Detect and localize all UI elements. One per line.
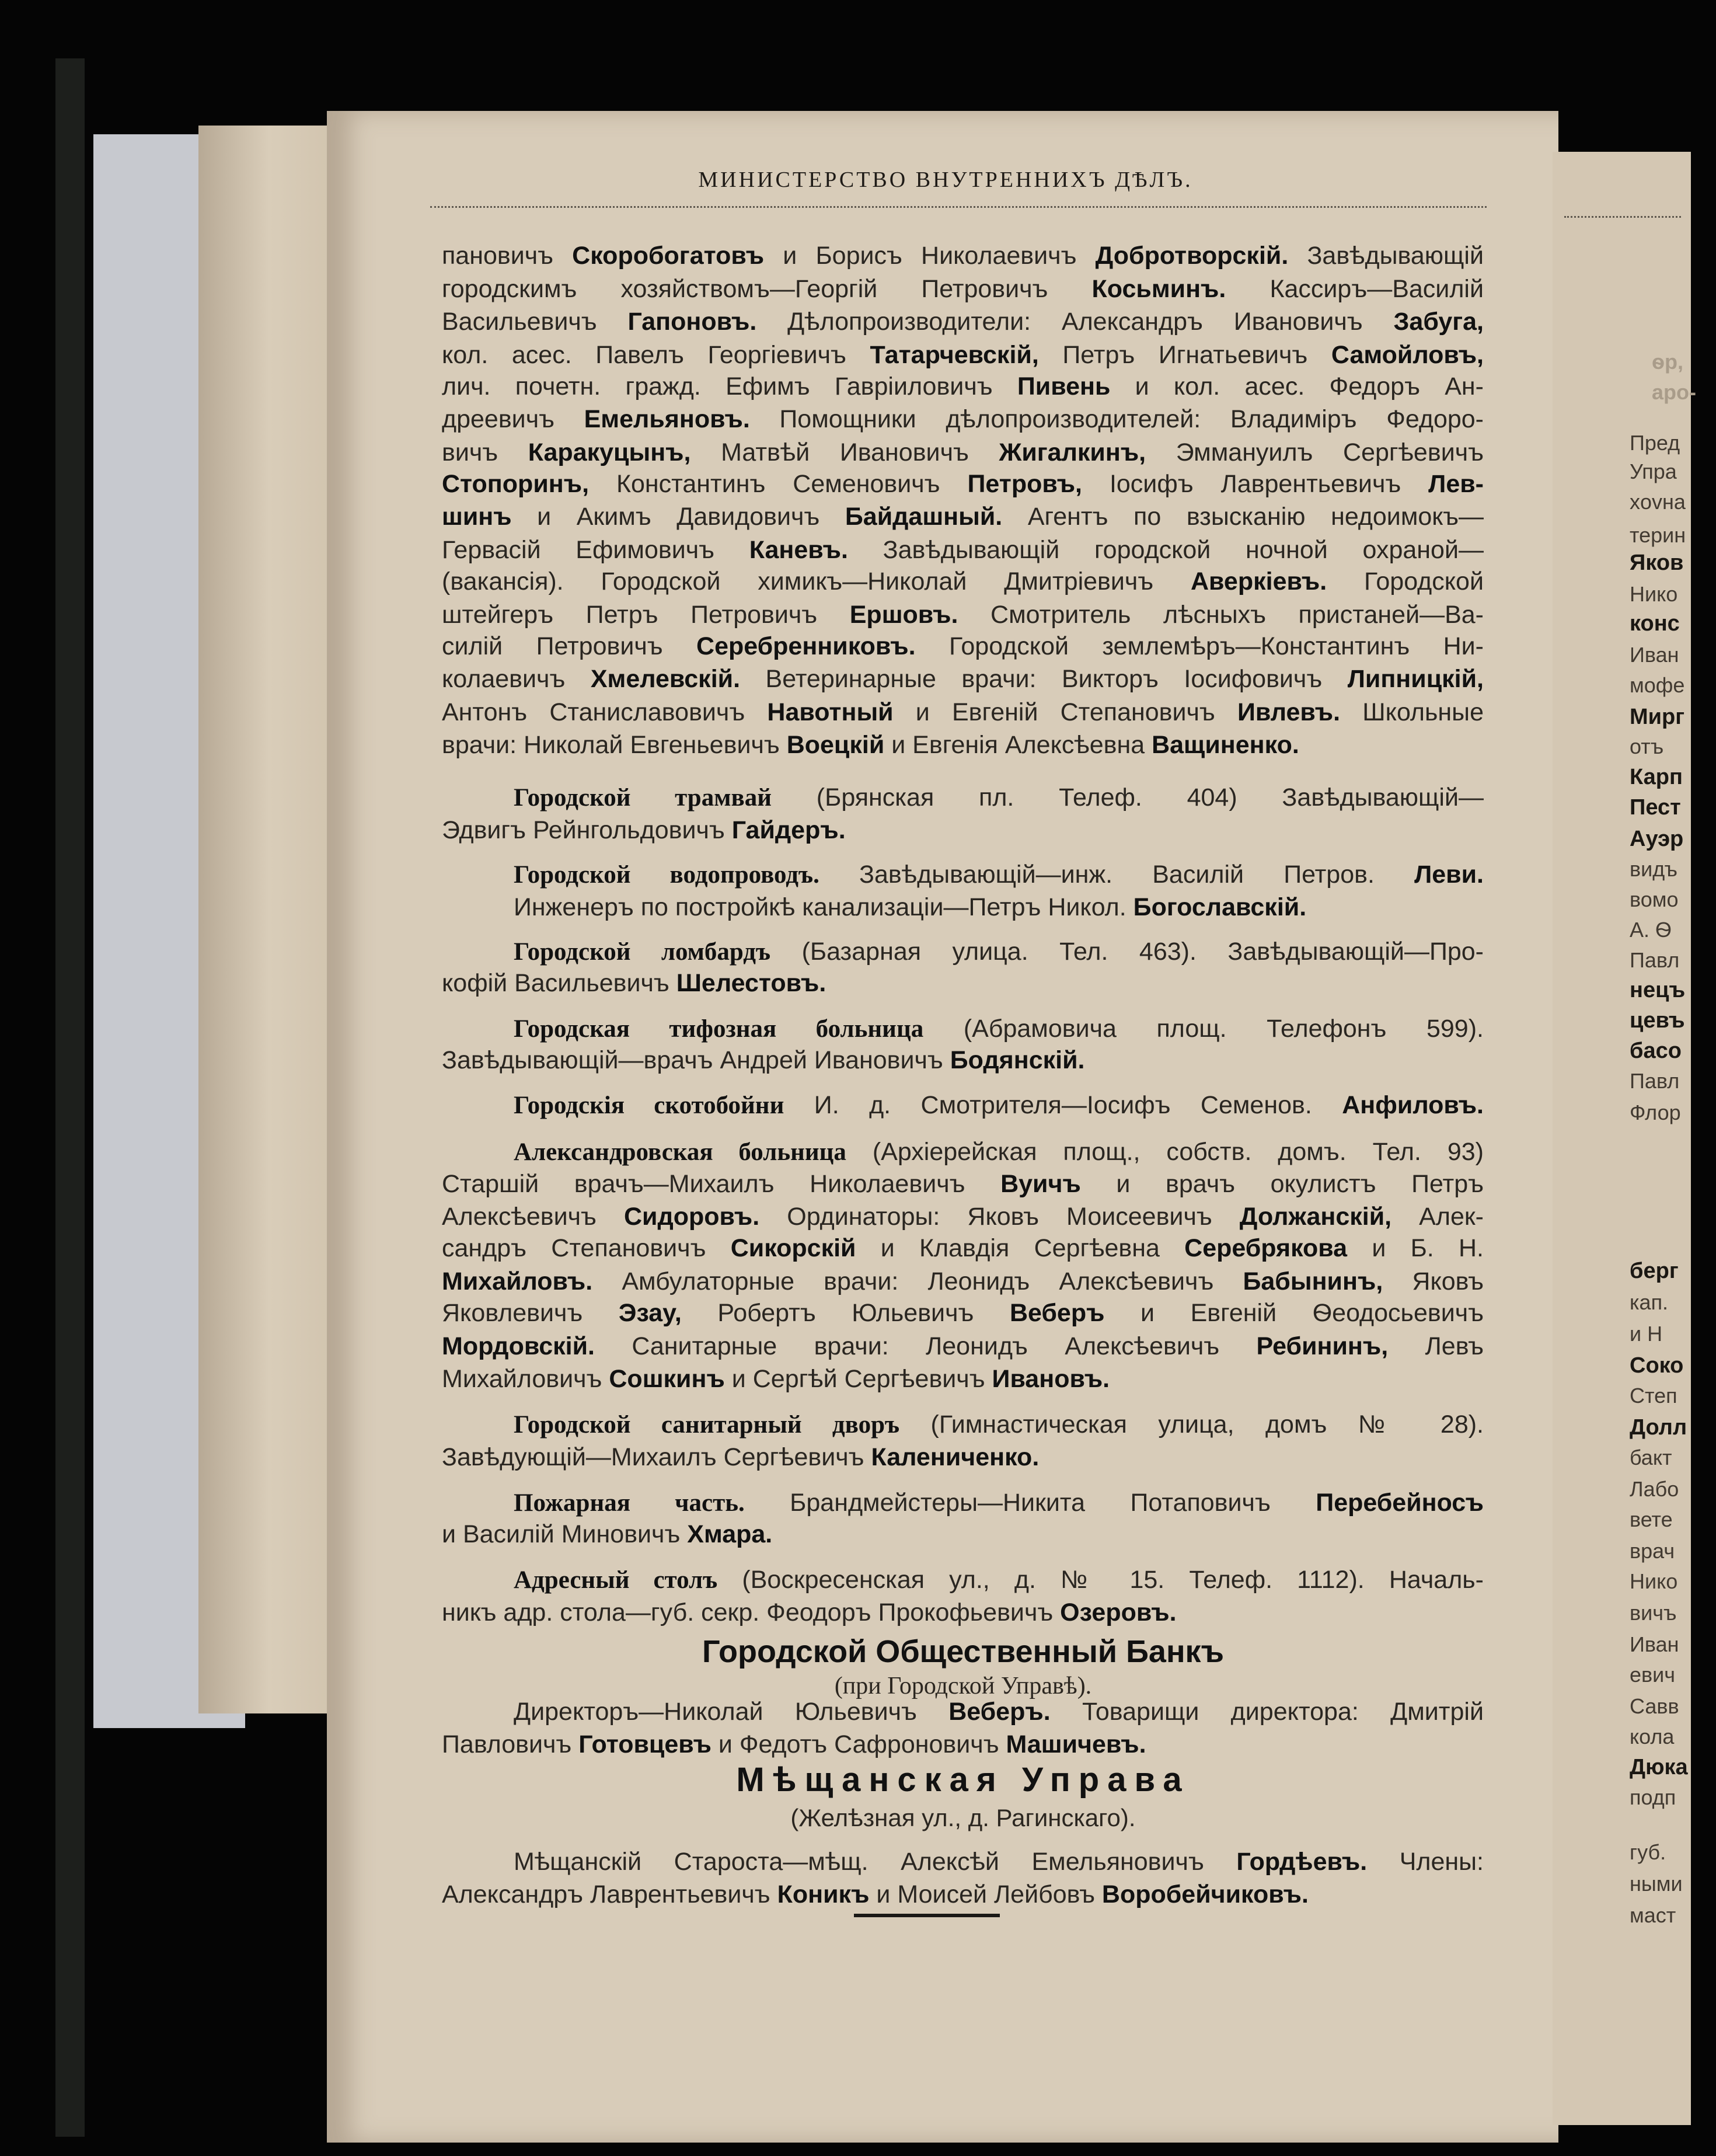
bold-name: Ивлевъ. (1237, 698, 1341, 726)
body-line (442, 597, 1484, 632)
body-line (442, 1295, 1484, 1330)
right-page-fragment: Иван (1630, 1632, 1679, 1656)
bold-name: Жигалкинъ, (999, 438, 1146, 466)
body-line (442, 271, 1484, 306)
body-text-run: Ветеринарные врачи: Викторъ Іосифовичъ (740, 665, 1348, 693)
bold-name: Ващиненко. (1152, 731, 1299, 759)
body-line (442, 695, 1484, 730)
body-text-run: Константинъ Семеновичъ (589, 470, 968, 498)
bold-name: Сошкинъ (609, 1365, 725, 1393)
right-page-fragment: евич (1630, 1663, 1676, 1687)
body-line (514, 1485, 1484, 1521)
bold-name: Ивановъ. (992, 1365, 1110, 1393)
body-line (442, 727, 1484, 762)
bold-name: Должанскій, (1239, 1203, 1392, 1231)
bold-name: Михайловъ. (442, 1267, 593, 1295)
body-line (442, 1440, 1484, 1475)
body-line (514, 890, 1484, 925)
body-text-run: Амбулаторные врачи: Леонидъ Алексѣевичъ (592, 1267, 1243, 1295)
entry-heading: Городской трамвай (514, 784, 772, 811)
bold-name: Шелестовъ. (676, 969, 826, 997)
right-page-fragment: врач (1630, 1539, 1675, 1563)
body-text-run: врачи: Николай Евгеньевичъ (442, 731, 787, 759)
body-text-run: Эдвигъ Рейнгольдовичъ (442, 816, 732, 844)
right-page-fragment: кола (1630, 1725, 1675, 1749)
body-text-run: Яковлевичъ (442, 1299, 619, 1327)
entry-heading: Александровская больница (514, 1138, 846, 1166)
meshchanskaya-title: Мѣщанская Управа (736, 1761, 1190, 1799)
right-page-fragment: Нико (1630, 1569, 1678, 1593)
bold-name: шинъ (442, 503, 512, 531)
entry-heading: Городскія скотобойни (514, 1092, 784, 1119)
right-page-fragment: Савв (1630, 1694, 1679, 1718)
body-line (442, 238, 1484, 273)
bold-name: Бодянскій. (950, 1046, 1085, 1074)
right-page-fragment: Пред (1630, 431, 1680, 455)
bold-name: Перебейносъ (1316, 1489, 1484, 1517)
bold-name: Анфиловъ. (1342, 1091, 1484, 1119)
entry-heading: Городской ломбардъ (514, 938, 771, 966)
body-text-run: никъ адр. стола—губ. секр. Феодоръ Прокофьевичъ (442, 1598, 1061, 1626)
right-page-fragment: подп (1630, 1785, 1676, 1809)
body-text-run: и врачъ окулистъ Петръ (1080, 1170, 1484, 1198)
header-rule (430, 206, 1487, 211)
body-text-run: Іосифъ Лаврентьевичъ (1082, 470, 1429, 498)
body-text-run: (Брянская пл. Телеф. 404) Завѣдывающій— (772, 783, 1484, 811)
body-text-run: штейгеръ Петръ Петровичъ (442, 601, 850, 629)
book-cover-edge (55, 58, 85, 2137)
body-line (514, 857, 1484, 893)
bold-name: Хмелевскій. (590, 665, 741, 693)
body-text-run: Левъ (1388, 1332, 1484, 1360)
bold-name: Калениченко. (871, 1443, 1040, 1471)
body-text-run: и кол. асес. Федоръ Ан- (1110, 372, 1484, 400)
body-text-run: Яковъ (1383, 1267, 1484, 1295)
body-text-run: Антонъ Станиславовичъ (442, 698, 768, 726)
body-text-run: и Василій Миновичъ (442, 1520, 688, 1548)
right-page-fragment: А. Ѳ (1630, 918, 1672, 942)
bold-name: Емельяновъ. (584, 405, 750, 433)
bold-name: Аверкіевъ. (1191, 567, 1327, 595)
right-page-fragment: нецъ (1630, 978, 1686, 1002)
bold-name: Серебрякова (1184, 1234, 1348, 1262)
entry-heading: Городская тифозная больница (514, 1015, 924, 1043)
body-line (442, 564, 1484, 599)
body-text-run: Дѣлопроизводители: Александръ Ивановичъ (756, 308, 1394, 336)
bold-name: Воецкій (786, 731, 885, 759)
bold-name: Гапоновъ. (627, 308, 757, 336)
running-header: МИНИСТЕРСТВО ВНУТРЕННИХЪ ДѢЛЪ. (698, 168, 1193, 192)
right-page-fragment: Яков (1630, 551, 1684, 575)
right-page-fragment: берг (1630, 1259, 1679, 1283)
body-text-run: Алексѣевичъ (442, 1203, 624, 1231)
bold-name: Бабынинъ, (1243, 1267, 1383, 1295)
bold-name: Стопоринъ, (442, 470, 590, 498)
bold-name: Добротворскій. (1095, 242, 1289, 270)
right-page-fragment: отъ (1630, 734, 1664, 758)
bold-name: Косьминъ. (1091, 275, 1226, 303)
bold-name: Самойловъ, (1331, 341, 1484, 369)
right-page-fragment: мофе (1630, 673, 1685, 697)
right-page-faint-fragment: ѳр, (1652, 350, 1683, 374)
body-text-run: и Евгенія Алексѣевна (884, 731, 1152, 759)
right-page-fragment: Павл (1630, 948, 1680, 972)
body-text-run: (Гимнастическая улица, домъ № 28). (899, 1410, 1484, 1439)
body-text-run: Школьные (1340, 698, 1484, 726)
body-text-run: И. д. Смотрителя—Іосифъ Семенов. (784, 1091, 1342, 1119)
body-text-run: (Абрамовича площ. Телефонъ 599). (923, 1015, 1484, 1043)
right-page-fragment: Долл (1630, 1415, 1687, 1440)
body-line (514, 1407, 1484, 1443)
bold-name: Веберъ (1009, 1299, 1105, 1327)
right-page-fragment: хovна (1630, 490, 1686, 514)
body-text-run: Товарищи директора: Дмитрій (1050, 1698, 1484, 1726)
bold-name: Сикорскій (730, 1234, 856, 1262)
right-page-fragment: ными (1630, 1872, 1683, 1896)
body-text-run: Эммануилъ Сергѣевичъ (1146, 438, 1484, 466)
body-text-run: Завѣдывающій—врачъ Андрей Ивановичъ (442, 1046, 950, 1074)
body-text-run: Смотритель лѣсныхъ пристаней—Ва- (958, 601, 1484, 629)
body-text-run: Михайловичъ (442, 1365, 609, 1393)
body-text-run: и Евгеній Ѳеодосьевичъ (1104, 1299, 1484, 1327)
right-page-fragment: бакт (1630, 1446, 1672, 1469)
body-line (442, 499, 1484, 534)
body-text-run: Брандмейстеры—Никита Потаповичъ (744, 1489, 1316, 1517)
right-page-fragment: видъ (1630, 857, 1677, 881)
body-text-run: Завѣдывающій—инж. Василій Петров. (819, 861, 1415, 889)
right-page-fragment: Иван (1630, 643, 1679, 667)
body-text-run: городскимъ хозяйствомъ—Георгій Петровичъ (442, 275, 1092, 303)
body-line (442, 1264, 1484, 1299)
right-page-fragment: Павл (1630, 1069, 1680, 1093)
bold-name: Ершовъ. (849, 601, 958, 629)
body-text-run: и Федотъ Сафроновичъ (711, 1730, 1006, 1758)
body-line (514, 1562, 1484, 1598)
body-text-run: Завѣдывающій (1288, 242, 1484, 270)
bold-name: Хмара. (687, 1520, 773, 1548)
body-text-run: Васильевичъ (442, 308, 628, 336)
body-text-run: Завѣдующій—Михаилъ Сергѣевичъ (442, 1443, 871, 1471)
body-text-run: кол. асес. Павелъ Георгіевичъ (442, 341, 870, 369)
bold-name: Сидоровъ. (623, 1203, 760, 1231)
body-text-run: силій Петровичъ (442, 632, 697, 660)
body-text-run: (Воскресенская ул., д. № 15. Телеф. 1112). Началь- (717, 1566, 1484, 1594)
bold-name: Каневъ. (749, 536, 848, 564)
body-line (514, 1134, 1484, 1170)
bold-name: Байдашный. (845, 503, 1003, 531)
body-text-run: Завѣдывающій городской ночной охраной— (847, 536, 1484, 564)
bank-subtitle: (при Городской Управѣ). (834, 1673, 1092, 1699)
right-page-fragment: кап. (1630, 1290, 1669, 1314)
body-line (442, 435, 1484, 470)
right-page-fragment: и Н (1630, 1322, 1663, 1346)
bold-name: Леви. (1414, 861, 1484, 889)
body-text-run: пановичъ (442, 242, 573, 270)
bank-title: Городской Общественный Банкъ (702, 1634, 1224, 1669)
body-text-run: Матвѣй Ивановичъ (690, 438, 999, 466)
entry-heading: Адресный столъ (514, 1566, 718, 1594)
right-page-fragment: терин (1630, 523, 1686, 547)
body-line (442, 402, 1484, 437)
body-text-run: Городской (1327, 567, 1484, 595)
body-line (442, 1361, 1484, 1396)
body-line (442, 1231, 1484, 1266)
body-line (442, 813, 1484, 848)
bold-name: Липницкій, (1347, 665, 1484, 693)
bold-name: Татарчевскій, (870, 341, 1039, 369)
right-page-fragment: конс (1630, 611, 1680, 636)
right-page-fragment: губ. (1630, 1840, 1666, 1864)
body-text-run: Кассиръ—Василій (1226, 275, 1484, 303)
body-text-run: Старшій врачъ—Михаилъ Николаевичъ (442, 1170, 1001, 1198)
body-line (442, 304, 1484, 339)
body-text-run: и Евгеній Степановичъ (893, 698, 1237, 726)
body-line (442, 1329, 1484, 1364)
bold-name: Навотный (767, 698, 894, 726)
bold-name: Веберъ. (948, 1698, 1051, 1726)
body-text-run: Алек- (1391, 1203, 1484, 1231)
body-text-run: Помощники дѣлопроизводителей: Владиміръ Федоро- (749, 405, 1484, 433)
right-page-fragment: маст (1630, 1903, 1676, 1927)
body-text-run: Петръ Игнатьевичъ (1038, 341, 1331, 369)
body-line (442, 1595, 1484, 1630)
body-text-run: Александръ Лаврентьевичъ (442, 1880, 777, 1908)
bold-name: Ребининъ, (1256, 1332, 1389, 1360)
right-page-fragment: Степ (1630, 1384, 1677, 1408)
body-line (442, 1517, 1484, 1552)
body-line (442, 337, 1484, 372)
body-line (442, 629, 1484, 664)
body-text-run: и Б. Н. (1347, 1234, 1484, 1262)
right-page-fragment: Соко (1630, 1353, 1684, 1378)
body-text-run: и Борисъ Николаевичъ (764, 242, 1096, 270)
body-text-run: Директоръ—Николай Юльевичъ (514, 1698, 949, 1726)
bold-name: Гордѣевъ. (1236, 1848, 1368, 1876)
right-page-fragment: басо (1630, 1039, 1682, 1063)
body-line (442, 966, 1484, 1001)
body-line (442, 1166, 1484, 1201)
bold-name: Воробейчиковъ. (1101, 1880, 1309, 1908)
right-page-fragment: Упра (1630, 459, 1677, 483)
right-page-fragment: цевъ (1630, 1008, 1685, 1033)
bold-name: Вуичъ (1000, 1170, 1081, 1198)
body-text-run: Мѣщанскій Староста—мѣщ. Алексѣй Емельяновичъ (514, 1848, 1237, 1876)
bold-name: Машичевъ. (1006, 1730, 1146, 1758)
body-line (442, 369, 1484, 404)
body-line (514, 1088, 1484, 1123)
body-line (514, 1844, 1484, 1879)
body-text-run: Санитарные врачи: Леонидъ Алексѣевичъ (594, 1332, 1257, 1360)
body-line (442, 1877, 1484, 1912)
body-text-run: (Архіерейская площ., собств. домъ. Тел. 93) (846, 1138, 1484, 1166)
meshchanskaya-subtitle: (Желѣзная ул., д. Рагинскаго). (790, 1804, 1136, 1831)
body-text-run: вичъ (442, 438, 528, 466)
bold-name: Готовцевъ (578, 1730, 711, 1758)
right-page-fragment: Пест (1630, 795, 1681, 820)
body-text-run: Члены: (1367, 1848, 1484, 1876)
right-page-fragment: Лабо (1630, 1477, 1679, 1501)
body-text-run: (вакансія). Городской химикъ—Николай Дмитріевичъ (442, 567, 1191, 595)
right-header-rule (1564, 216, 1681, 221)
right-page-fragment: вете (1630, 1507, 1673, 1531)
bold-name: Петровъ, (967, 470, 1083, 498)
body-text-run: сандръ Степановичъ (442, 1234, 731, 1262)
body-text-run: и Акимъ Давидовичъ (511, 503, 845, 531)
entry-heading: Городской санитарный дворъ (514, 1411, 900, 1439)
body-line (442, 466, 1484, 501)
body-text-run: (Базарная улица. Тел. 463). Завѣдывающій—Про- (770, 938, 1484, 966)
bold-name: Скоробогатовъ (572, 242, 765, 270)
right-page-fragment: Ауэр (1630, 827, 1684, 851)
body-line (514, 780, 1484, 816)
end-rule (854, 1914, 1000, 1917)
body-text-run: колаевичъ (442, 665, 591, 693)
bold-name: Забуга, (1393, 308, 1484, 336)
body-text-run: Гервасій Ефимовичъ (442, 536, 749, 564)
bold-name: Коникъ (777, 1880, 870, 1908)
right-page-fragment: Карп (1630, 765, 1683, 789)
bold-name: Гайдеръ. (731, 816, 846, 844)
body-text-run: Робертъ Юльевичъ (681, 1299, 1010, 1327)
bold-name: Озеровъ. (1060, 1598, 1177, 1626)
body-text-run: и Клавдія Сергѣевна (856, 1234, 1185, 1262)
body-line (514, 1011, 1484, 1047)
bold-name: Богославскій. (1133, 893, 1307, 921)
entry-heading: Городской водопроводъ. (514, 861, 819, 889)
bold-name: Серебренниковъ. (696, 632, 916, 660)
body-line (442, 661, 1484, 696)
right-page-fragment: вомо (1630, 887, 1679, 911)
body-line (442, 1727, 1484, 1762)
body-line (442, 532, 1484, 567)
entry-heading: Пожарная часть. (514, 1489, 745, 1517)
body-text-run: Инженеръ по постройкѣ канализаціи—Петръ Никол. (514, 893, 1133, 921)
body-text-run: Павловичъ (442, 1730, 579, 1758)
right-page-fragment: вичъ (1630, 1601, 1677, 1625)
right-page-fragment: Мирг (1630, 705, 1685, 729)
bold-name: Пивень (1017, 372, 1111, 400)
body-text-run: лич. почетн. гражд. Ефимъ Гавріиловичъ (442, 372, 1017, 400)
body-text-run: Городской землемѣръ—Константинъ Ни- (915, 632, 1484, 660)
bold-name: Мордовскій. (442, 1332, 595, 1360)
bold-name: Лев- (1428, 470, 1484, 498)
body-line (514, 934, 1484, 970)
body-text-run: и Сергѣй Сергѣевичъ (724, 1365, 992, 1393)
bold-name: Эзау, (618, 1299, 682, 1327)
right-page-fragment: Дюка (1630, 1755, 1688, 1779)
body-text-run: и Моисей Лейбовъ (869, 1880, 1102, 1908)
body-line (442, 1043, 1484, 1078)
body-text-run: Ординаторы: Яковъ Моисеевичъ (759, 1203, 1240, 1231)
body-text-run: дреевичъ (442, 405, 584, 433)
body-line (442, 1199, 1484, 1234)
body-text-run: Агентъ по взысканію недоимокъ— (1002, 503, 1484, 531)
right-page-fragment: Флор (1630, 1100, 1681, 1124)
body-text-run: кофій Васильевичъ (442, 969, 676, 997)
bold-name: Каракуцынъ, (528, 438, 691, 466)
right-page-faint-fragment: аро- (1652, 380, 1696, 404)
right-page-fragment: Нико (1630, 582, 1678, 606)
